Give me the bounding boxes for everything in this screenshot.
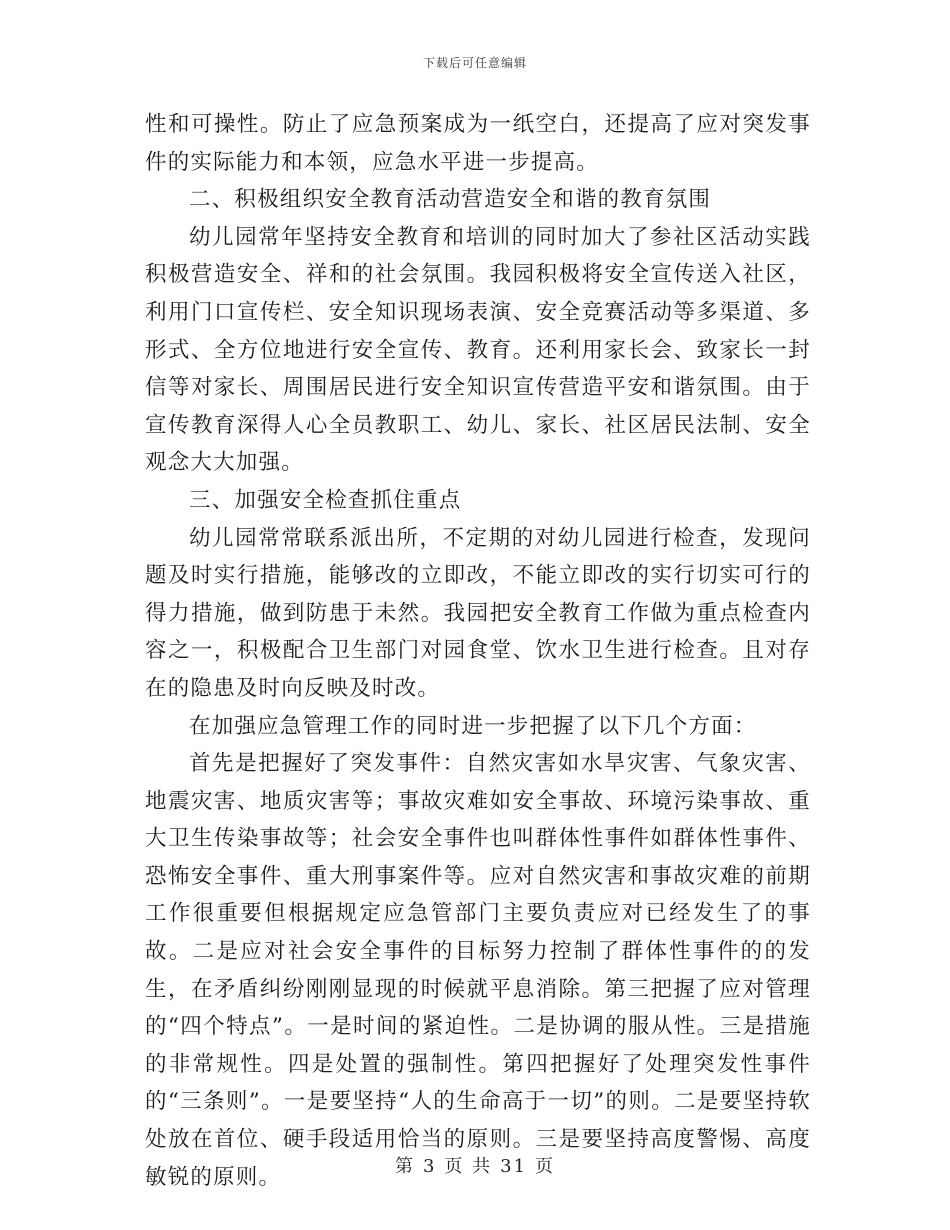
paragraph: 幼儿园常常联系派出所，不定期的对幼儿园进行检查，发现问题及时实行措施，能够改的立即改，不能立即改的实行切实可行的得力措施，做到防患于未然。我园把安全教育工作做为重点检查内容之一，积极配合卫生部门对园食堂、饮水卫生进行检查。且对存在的隐患及时向反映及时改。 xyxy=(145,525,811,701)
section-heading: 二、积极组织安全教育活动营造安全和谐的教育氛围 xyxy=(189,187,712,213)
footer-prefix: 第 xyxy=(394,1156,415,1177)
page-footer xyxy=(0,1152,950,1178)
total-pages-number: 31 xyxy=(500,1156,528,1177)
header-note: 下载后可任意编辑 xyxy=(422,56,527,70)
body-text xyxy=(145,106,811,1196)
paragraph: 在加强应急管理工作的同时进一步把握了以下几个方面： xyxy=(189,713,757,739)
footer-middle: 页 共 xyxy=(444,1156,493,1177)
paragraph: 首先是把握好了突发事件：自然灾害如水旱灾害、气象灾害、地震灾害、地质灾害等；事故灾难如安全事故、环境污染事故、重大卫生传染事故等；社会安全事件也叫群体性事件如群体性事件、恐怖安全事件、重大刑事案件等。应对自然灾害和事故灾难的前期工作很重要但根据规定应急管部门主要负责应对已经发生了的事故。二是应对社会安全事件的目标努力控制了群体性事件的的发生，在矛盾纠纷刚刚显现的时候就平息消除。第三把握了应对管理的“四个特点”。一是时间的紧迫性。二是协调的服从性。三是措施的非常规性。四是处置的强制性。第四把握好了处理突发性事件的“三条则”。一是要坚持“人的生命高于一切”的则。二是要坚持软处放在首位、硬手段适用恰当的原则。三是要坚持高度警惕、高度敏锐的原则。 xyxy=(145,751,811,1190)
paragraph: 幼儿园常年坚持安全教育和培训的同时加大了参社区活动实践积极营造安全、祥和的社会氛围。我园积极将安全宣传送入社区，利用门口宣传栏、安全知识现场表演、安全竞赛活动等多渠道、多形式、全方位地进行安全宣传、教育。还利用家长会、致家长一封信等对家长、周围居民进行安全知识宣传营造平安和谐氛围。由于宣传教育深得人心全员教职工、幼儿、家长、社区居民法制、安全观念大大加强。 xyxy=(145,224,811,476)
current-page-number: 3 xyxy=(422,1156,437,1177)
section-heading: 三、加强安全检查抓住重点 xyxy=(189,487,462,513)
paragraph: 性和可操性。防止了应急预案成为一纸空白，还提高了应对突发事件的实际能力和本领，应急水平进一步提高。 xyxy=(145,112,811,175)
footer-suffix: 页 xyxy=(535,1156,556,1177)
